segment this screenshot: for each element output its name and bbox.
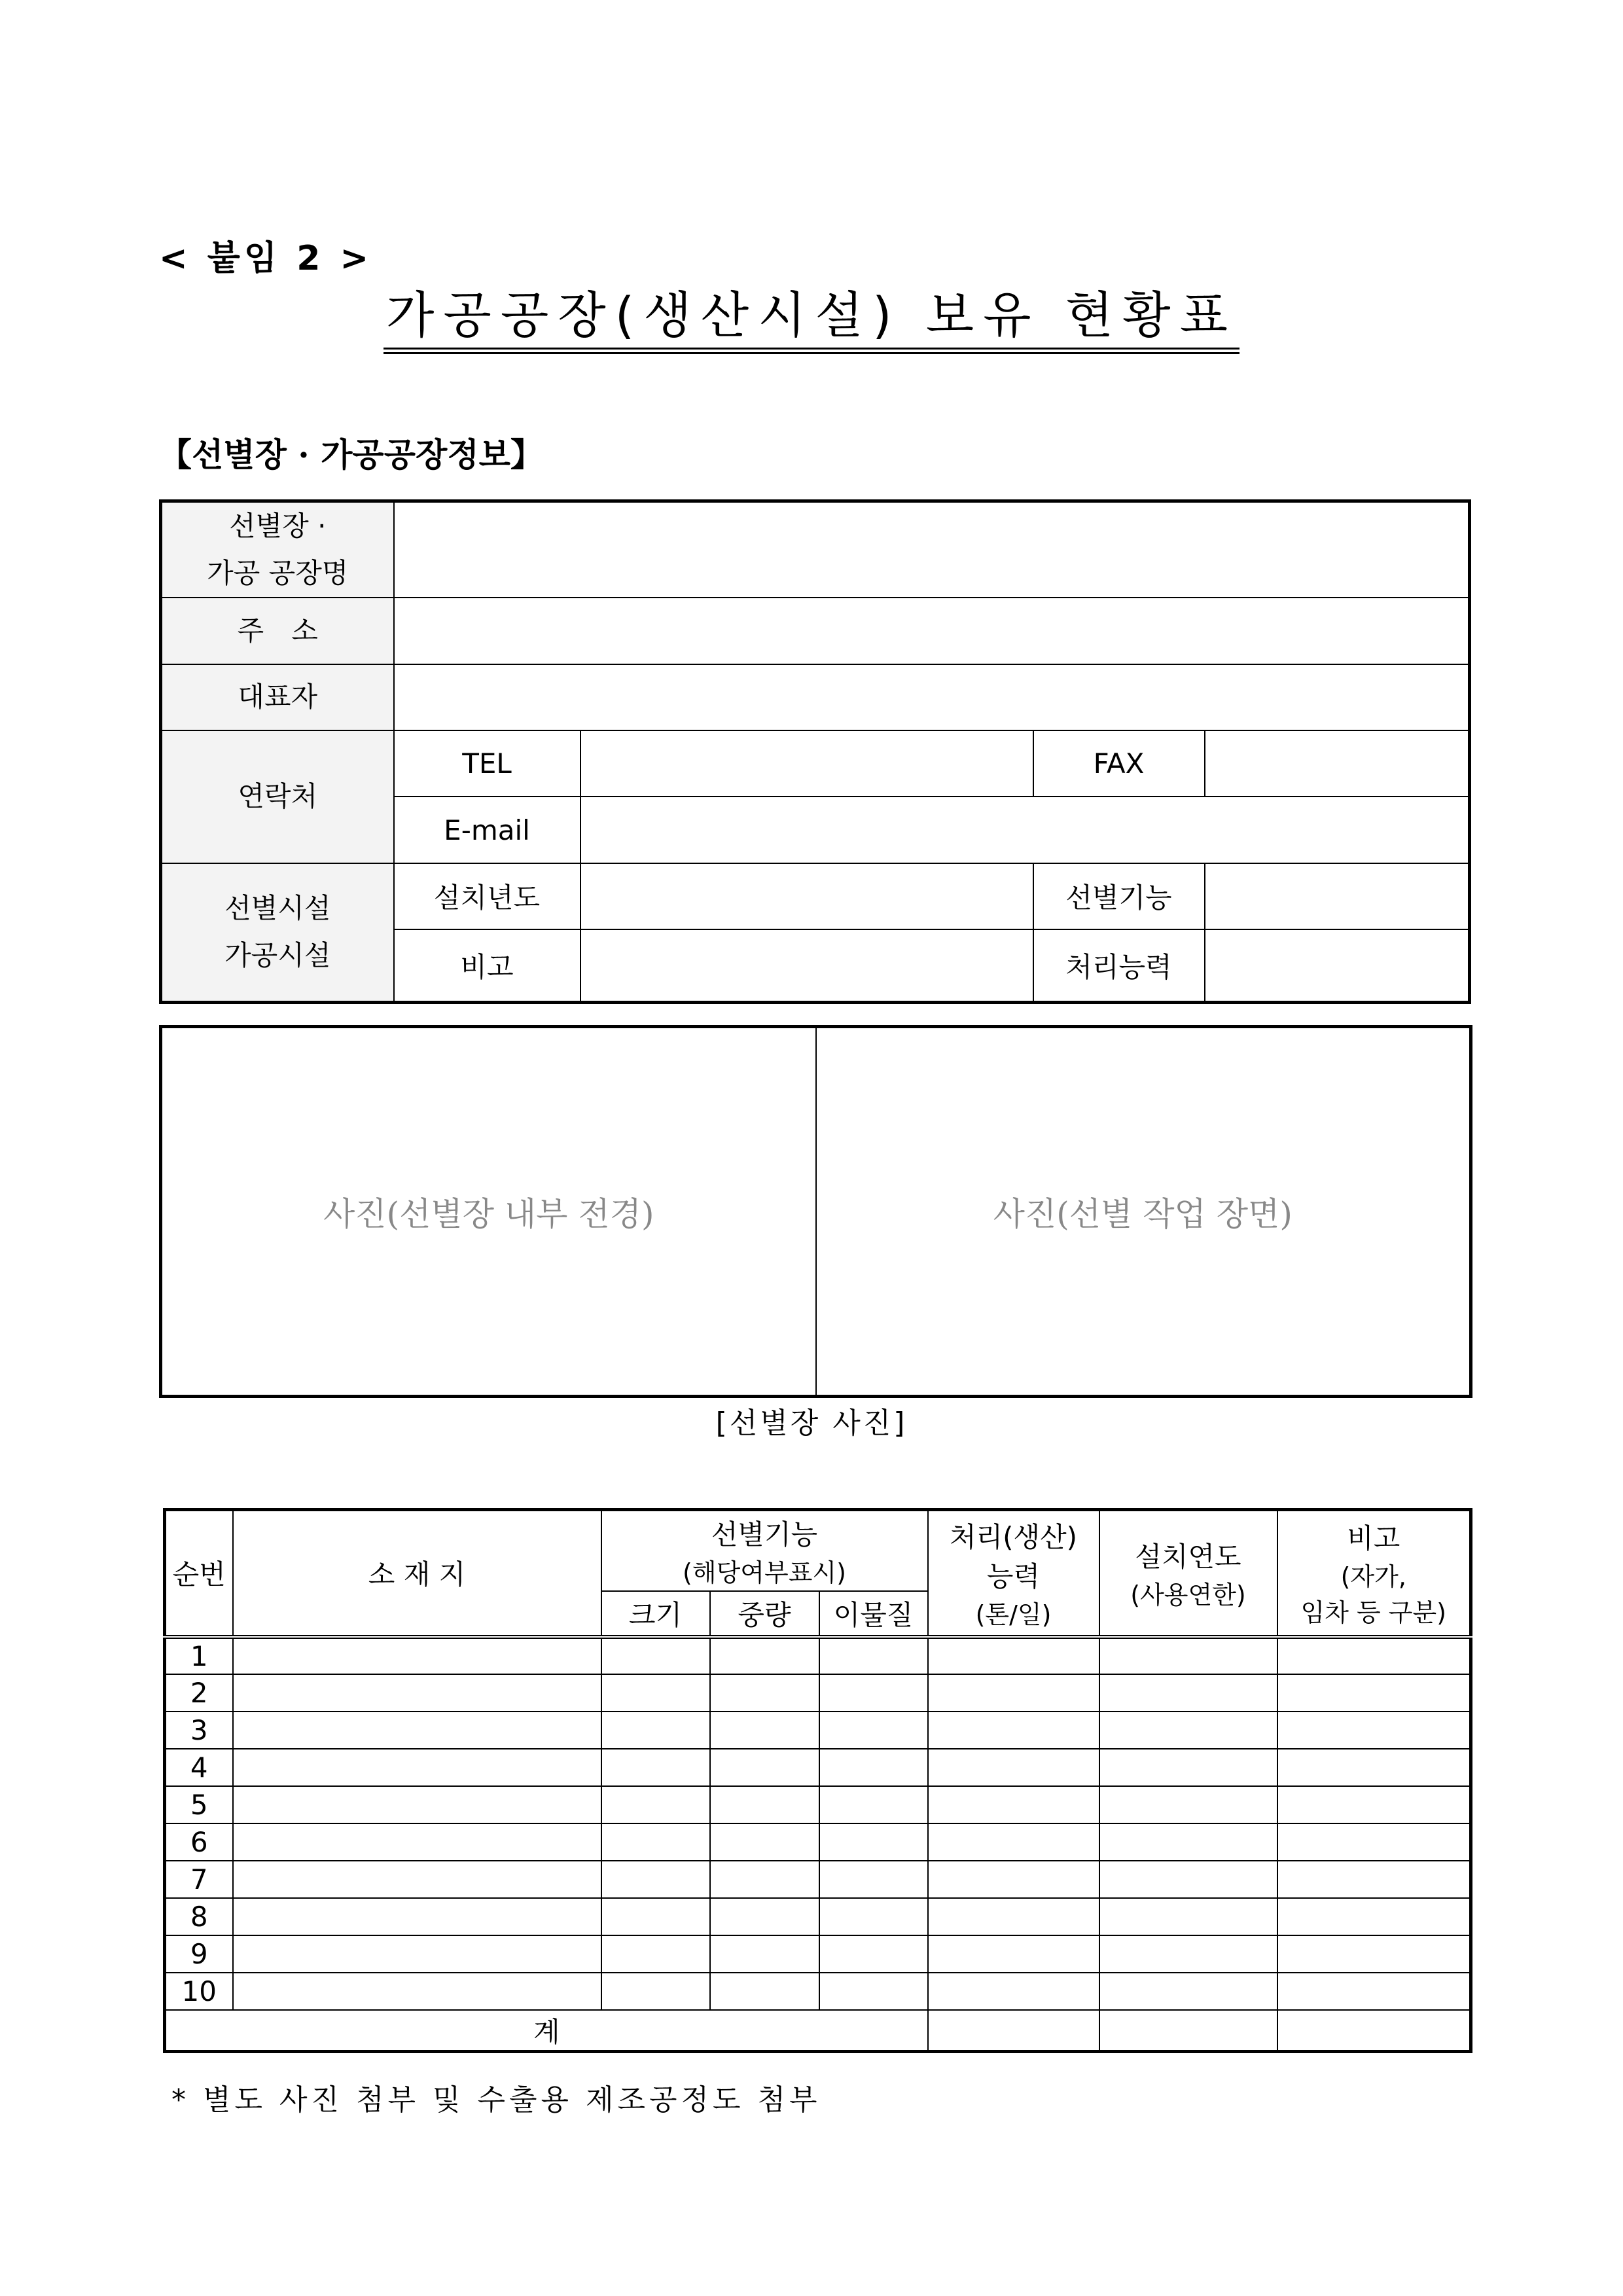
row-capacity-cell[interactable] <box>928 1823 1099 1861</box>
row-note-cell[interactable] <box>1277 1674 1471 1712</box>
row-foreign-cell[interactable] <box>819 1823 928 1861</box>
table-row <box>165 1712 1471 1749</box>
header-install-line1: 설치연도 <box>1135 1540 1241 1573</box>
note-field[interactable] <box>580 929 1033 1002</box>
header-sort-function-title: 선별기능 <box>711 1518 818 1551</box>
photo-area <box>159 1025 1472 1398</box>
row-capacity-cell[interactable] <box>928 1637 1099 1674</box>
address-label: 주 소 <box>161 598 394 664</box>
row-install-cell[interactable] <box>1099 1712 1277 1749</box>
row-size-cell[interactable] <box>601 1935 710 1973</box>
row-install-cell[interactable] <box>1099 1637 1277 1674</box>
header-sort-function <box>601 1510 928 1591</box>
row-location-cell[interactable] <box>233 1712 601 1749</box>
tel-field[interactable] <box>580 730 1033 797</box>
row-number: 4 <box>165 1749 233 1786</box>
row-install-cell[interactable] <box>1099 1973 1277 2010</box>
table-row <box>165 1861 1471 1898</box>
header-size: 크기 <box>601 1591 710 1637</box>
attachment-label: < 붙임 2 > <box>159 239 373 278</box>
table-row <box>165 1749 1471 1786</box>
row-weight-cell[interactable] <box>710 1935 819 1973</box>
row-weight-cell[interactable] <box>710 1674 819 1712</box>
address-field[interactable] <box>394 598 1470 664</box>
table-row <box>165 1637 1471 1674</box>
header-install <box>1099 1510 1277 1637</box>
row-size-cell[interactable] <box>601 1973 710 2010</box>
email-field[interactable] <box>580 797 1470 863</box>
header-sort-function-sub: (해당여부표시) <box>683 1558 846 1587</box>
header-capacity-line3: (톤/일) <box>975 1600 1052 1629</box>
row-weight-cell[interactable] <box>710 1712 819 1749</box>
total-capacity-cell[interactable] <box>928 2010 1099 2052</box>
header-note-line3: 임차 등 구분) <box>1300 1598 1447 1628</box>
install-year-label: 설치년도 <box>394 863 580 929</box>
table-row <box>165 1973 1471 2010</box>
row-number: 6 <box>165 1823 233 1861</box>
header-location: 소 재 지 <box>233 1510 601 1637</box>
row-size-cell[interactable] <box>601 1861 710 1898</box>
footnote: * 별도 사진 첨부 및 수출용 제조공정도 첨부 <box>171 2083 821 2117</box>
header-weight: 중량 <box>710 1591 819 1637</box>
document-title-wrap <box>0 287 1623 354</box>
row-note-cell[interactable] <box>1277 1935 1471 1973</box>
facility-type-label-line1: 선별시설 <box>224 892 331 925</box>
representative-label: 대표자 <box>161 664 394 730</box>
table-row <box>165 1935 1471 1973</box>
facility-name-label <box>161 501 394 598</box>
row-note-cell[interactable] <box>1277 1637 1471 1674</box>
row-foreign-cell[interactable] <box>819 1898 928 1935</box>
row-note-cell[interactable] <box>1277 1973 1471 2010</box>
row-number: 1 <box>165 1637 233 1674</box>
row-foreign-cell[interactable] <box>819 1935 928 1973</box>
photo-placeholder-interior-label: 사진(선별장 내부 전경) <box>323 1195 654 1233</box>
row-install-cell[interactable] <box>1099 1935 1277 1973</box>
row-size-cell[interactable] <box>601 1637 710 1674</box>
row-location-cell[interactable] <box>233 1674 601 1712</box>
facility-name-label-line1: 선별장 · <box>229 510 327 543</box>
row-note-cell[interactable] <box>1277 1898 1471 1935</box>
row-install-cell[interactable] <box>1099 1674 1277 1712</box>
row-foreign-cell[interactable] <box>819 1786 928 1823</box>
header-install-line2: (사용연한) <box>1130 1580 1246 1609</box>
row-capacity-cell[interactable] <box>928 1861 1099 1898</box>
row-foreign-cell[interactable] <box>819 1973 928 2010</box>
row-foreign-cell[interactable] <box>819 1674 928 1712</box>
row-location-cell[interactable] <box>233 1637 601 1674</box>
fax-label: FAX <box>1033 730 1205 797</box>
photo-caption: [선별장 사진] <box>715 1407 908 1440</box>
row-note-cell[interactable] <box>1277 1823 1471 1861</box>
row-weight-cell[interactable] <box>710 1637 819 1674</box>
header-note-line1: 비고 <box>1347 1522 1400 1555</box>
row-note-cell[interactable] <box>1277 1749 1471 1786</box>
capacity-label: 처리능력 <box>1033 929 1205 1002</box>
row-location-cell[interactable] <box>233 1973 601 2010</box>
row-number: 9 <box>165 1935 233 1973</box>
row-install-cell[interactable] <box>1099 1898 1277 1935</box>
row-weight-cell[interactable] <box>710 1823 819 1861</box>
table-row <box>165 1823 1471 1861</box>
section-title: 【선별장 · 가공공장정보】 <box>159 435 543 474</box>
header-capacity <box>928 1510 1099 1637</box>
row-number: 5 <box>165 1786 233 1823</box>
row-location-cell[interactable] <box>233 1898 601 1935</box>
header-capacity-line1: 처리(생산) <box>949 1520 1078 1553</box>
row-capacity-cell[interactable] <box>928 1712 1099 1749</box>
install-year-field[interactable] <box>580 863 1033 929</box>
photo-placeholder-interior[interactable] <box>162 1028 815 1395</box>
row-foreign-cell[interactable] <box>819 1637 928 1674</box>
row-capacity-cell[interactable] <box>928 1898 1099 1935</box>
fax-field[interactable] <box>1205 730 1470 797</box>
row-foreign-cell[interactable] <box>819 1712 928 1749</box>
row-note-cell[interactable] <box>1277 1786 1471 1823</box>
row-number: 10 <box>165 1973 233 2010</box>
row-capacity-cell[interactable] <box>928 1749 1099 1786</box>
row-install-cell[interactable] <box>1099 1861 1277 1898</box>
note-label: 비고 <box>394 929 580 1002</box>
row-weight-cell[interactable] <box>710 1749 819 1786</box>
row-number: 2 <box>165 1674 233 1712</box>
row-number: 3 <box>165 1712 233 1749</box>
header-note <box>1277 1510 1471 1637</box>
row-install-cell[interactable] <box>1099 1823 1277 1861</box>
facility-name-field[interactable] <box>394 501 1470 598</box>
table-row <box>165 1898 1471 1935</box>
row-size-cell[interactable] <box>601 1712 710 1749</box>
row-note-cell[interactable] <box>1277 1712 1471 1749</box>
email-label: E-mail <box>394 797 580 863</box>
sort-function-field[interactable] <box>1205 863 1470 929</box>
row-install-cell[interactable] <box>1099 1749 1277 1786</box>
row-note-cell[interactable] <box>1277 1861 1471 1898</box>
total-label: 계 <box>165 2010 928 2052</box>
row-capacity-cell[interactable] <box>928 1786 1099 1823</box>
row-size-cell[interactable] <box>601 1786 710 1823</box>
row-capacity-cell[interactable] <box>928 1973 1099 2010</box>
row-size-cell[interactable] <box>601 1674 710 1712</box>
photo-placeholder-work-label: 사진(선별 작업 장면) <box>993 1195 1293 1233</box>
facility-type-label <box>161 863 394 1003</box>
row-number: 7 <box>165 1861 233 1898</box>
row-capacity-cell[interactable] <box>928 1935 1099 1973</box>
header-foreign: 이물질 <box>819 1591 928 1637</box>
row-size-cell[interactable] <box>601 1823 710 1861</box>
row-number: 8 <box>165 1898 233 1935</box>
row-weight-cell[interactable] <box>710 1861 819 1898</box>
header-no: 순번 <box>165 1510 233 1637</box>
contact-label: 연락처 <box>161 730 394 863</box>
tel-label: TEL <box>394 730 580 797</box>
photo-placeholder-work[interactable] <box>815 1028 1470 1395</box>
row-capacity-cell[interactable] <box>928 1674 1099 1712</box>
row-weight-cell[interactable] <box>710 1973 819 2010</box>
table-row <box>165 1674 1471 1712</box>
row-size-cell[interactable] <box>601 1898 710 1935</box>
sort-function-label: 선별기능 <box>1033 863 1205 929</box>
row-install-cell[interactable] <box>1099 1786 1277 1823</box>
total-note-cell[interactable] <box>1277 2010 1471 2052</box>
row-location-cell[interactable] <box>233 1786 601 1823</box>
table-row <box>165 1786 1471 1823</box>
row-weight-cell[interactable] <box>710 1786 819 1823</box>
facility-type-label-line2: 가공시설 <box>224 939 331 972</box>
row-location-cell[interactable] <box>233 1861 601 1898</box>
document-title: 가공공장(생산시설) 보유 현황표 <box>383 287 1240 354</box>
row-foreign-cell[interactable] <box>819 1861 928 1898</box>
header-note-line2: (자가, <box>1340 1562 1406 1592</box>
facility-list-table <box>163 1508 1472 2053</box>
row-location-cell[interactable] <box>233 1749 601 1786</box>
row-size-cell[interactable] <box>601 1749 710 1786</box>
capacity-field[interactable] <box>1205 929 1470 1002</box>
row-location-cell[interactable] <box>233 1823 601 1861</box>
facility-info-table <box>159 499 1471 1004</box>
row-location-cell[interactable] <box>233 1935 601 1973</box>
row-foreign-cell[interactable] <box>819 1749 928 1786</box>
facility-name-label-line2: 가공 공장명 <box>207 557 349 590</box>
total-install-cell[interactable] <box>1099 2010 1277 2052</box>
header-capacity-line2: 능력 <box>986 1560 1041 1592</box>
representative-field[interactable] <box>394 664 1470 730</box>
row-weight-cell[interactable] <box>710 1898 819 1935</box>
